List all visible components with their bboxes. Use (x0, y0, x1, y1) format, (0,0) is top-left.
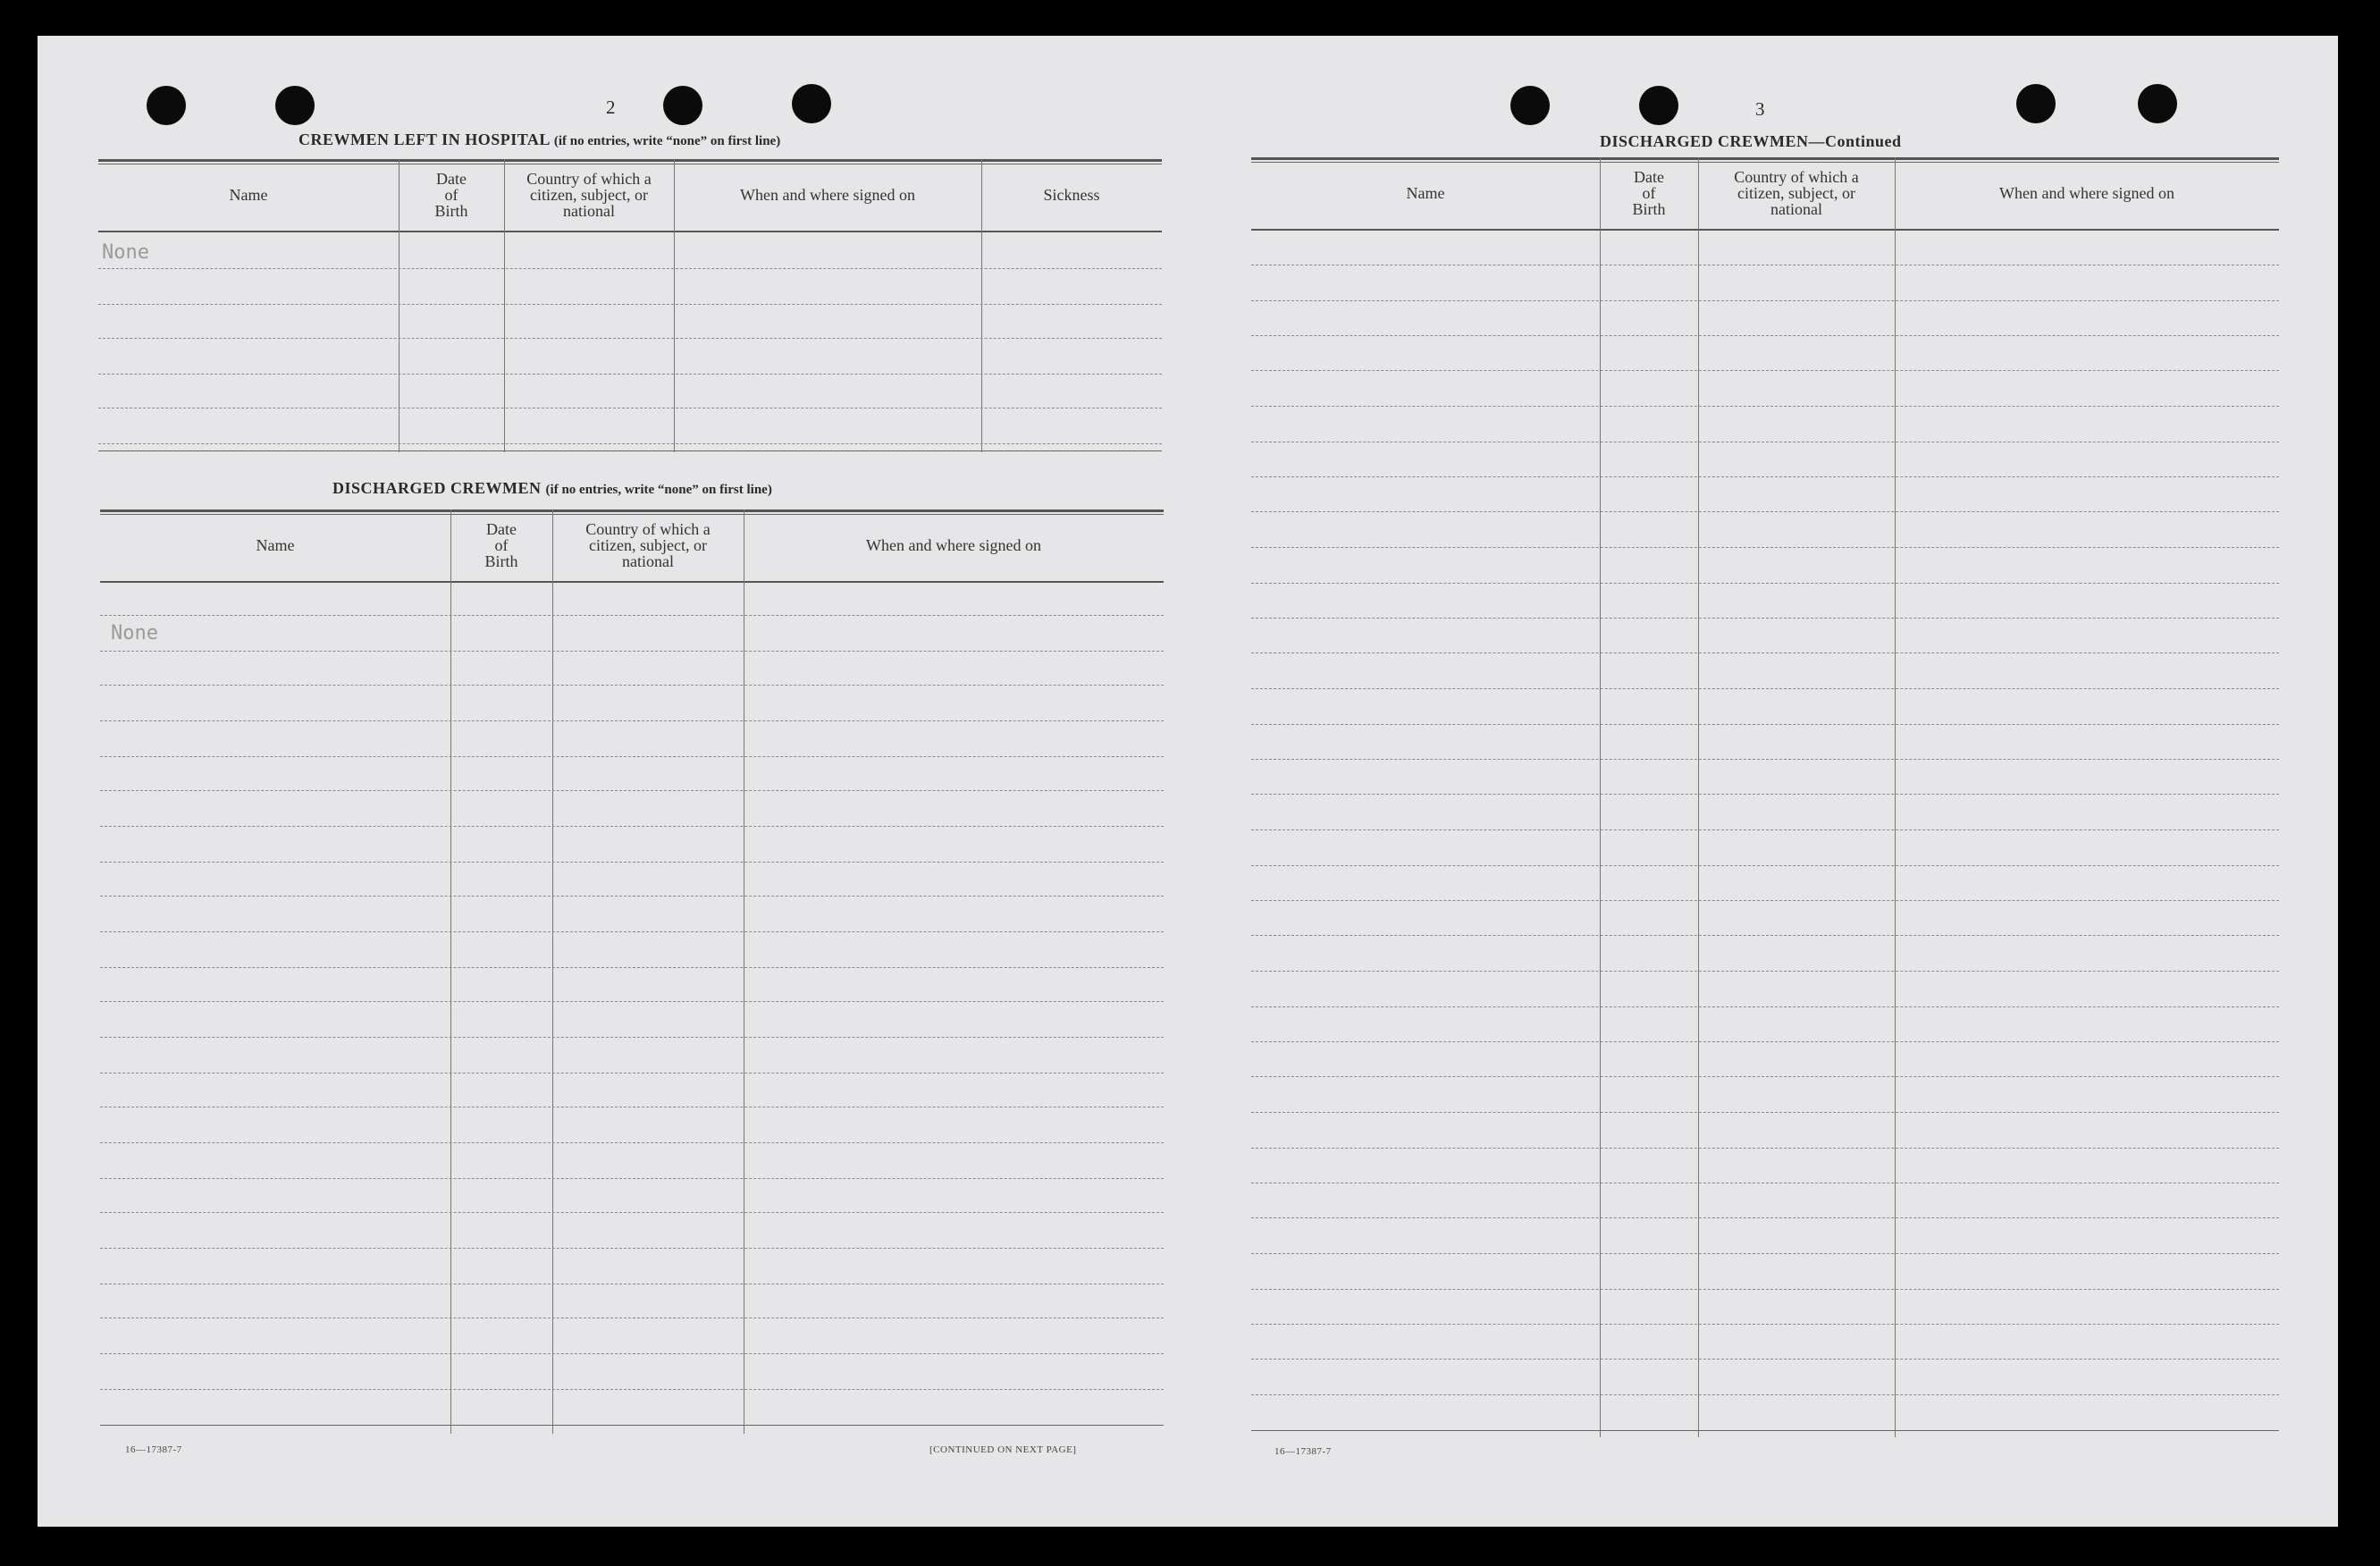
discharged-header-signed-on: When and where signed on (866, 536, 1041, 554)
discharged-header-date-of-birth: Date of Birth (484, 520, 518, 570)
hospital-table (98, 159, 1162, 452)
punch-hole (1510, 86, 1550, 125)
continued-header-signed-on: When and where signed on (1999, 184, 2174, 202)
discharged-title-text: DISCHARGED CREWMEN (332, 479, 542, 497)
discharged-section-title (332, 479, 772, 498)
hospital-header-name: Name (229, 186, 268, 204)
hospital-header-date-of-birth: Date of Birth (434, 170, 468, 220)
page-number-right: 3 (1755, 98, 1765, 120)
continued-header-country: Country of which a citizen, subject, or national (1734, 168, 1859, 218)
discharged-table (100, 509, 1164, 1434)
page-number-left: 2 (606, 97, 616, 118)
punch-hole (792, 84, 831, 123)
form-number-left: 16—17387-7 (125, 1444, 182, 1455)
hospital-title-instruction: (if no entries, write “none” on first line) (553, 134, 781, 148)
form-number-right: 16—17387-7 (1274, 1446, 1332, 1457)
hospital-header-sickness: Sickness (1043, 186, 1100, 204)
continued-note: [CONTINUED ON NEXT PAGE] (929, 1444, 1077, 1455)
discharged-header-name: Name (256, 536, 295, 554)
continued-header-name: Name (1406, 184, 1445, 202)
hospital-header-signed-on: When and where signed on (740, 186, 915, 204)
hospital-section-title (299, 130, 780, 149)
punch-hole (147, 86, 186, 125)
punch-hole (2138, 84, 2177, 123)
punch-hole (1639, 86, 1678, 125)
discharged-first-entry: None (111, 622, 158, 644)
punch-hole (275, 86, 315, 125)
continued-header-date-of-birth: Date of Birth (1632, 168, 1666, 218)
hospital-first-entry: None (102, 241, 149, 264)
hospital-header-country: Country of which a citizen, subject, or national (526, 170, 652, 220)
hospital-title-text: CREWMEN LEFT IN HOSPITAL (299, 130, 550, 148)
punch-hole (663, 86, 702, 125)
discharged-header-country: Country of which a citizen, subject, or national (585, 520, 711, 570)
discharged-title-instruction: (if no entries, write “none” on first line) (545, 483, 772, 497)
discharged-continued-table (1251, 157, 2279, 1437)
punch-hole (2016, 84, 2056, 123)
discharged-continued-title: DISCHARGED CREWMEN—Continued (1600, 132, 1902, 150)
form-sheet (38, 36, 2338, 1527)
